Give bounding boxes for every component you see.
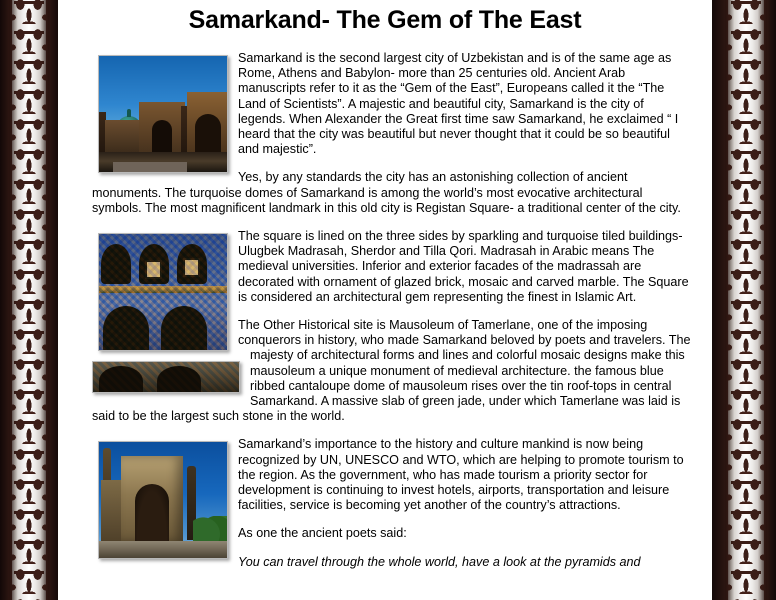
left-ornament-band [9, 0, 49, 600]
arabesque-motif [9, 354, 49, 384]
arabesque-motif [9, 174, 49, 204]
right-border-inner-edge [767, 0, 776, 600]
right-ornament-motifs [725, 0, 767, 600]
image-ulugbek-madrasah-facade [98, 441, 228, 559]
arabesque-motif [725, 504, 767, 534]
arabesque-motif [725, 444, 767, 474]
paragraph-5: Samarkand’s importance to the history and culture mankind is now being recognized by UN, UNESCO and WTO, which are helping to promote tourism to the region. As the government, who has made tourism a priority sector for development is continuing to invest hotels, airports, transportation and leisure facilities, service is becoming yet another of the country’s attractions. [238, 437, 684, 513]
strip-photo-canvas [93, 362, 239, 392]
arabesque-motif [9, 474, 49, 504]
arabesque-motif [9, 54, 49, 84]
poet-quote: You can travel through the whole world, have a look at the pyramids and [238, 554, 641, 569]
arabesque-motif [725, 534, 767, 564]
arabesque-motif [725, 564, 767, 594]
arabesque-motif [9, 504, 49, 534]
arabesque-motif [725, 264, 767, 294]
arabesque-motif [9, 444, 49, 474]
left-ornament-motifs [9, 0, 49, 600]
arabesque-motif [9, 324, 49, 354]
madrasah-main-portal [121, 456, 183, 542]
page-title: Samarkand- The Gem of The East [188, 6, 582, 34]
arabesque-motif [9, 294, 49, 324]
arabesque-motif [725, 594, 767, 600]
arabesque-motif [9, 84, 49, 114]
arabesque-motif [725, 204, 767, 234]
arabesque-motif [725, 324, 767, 354]
right-ornamental-border [712, 0, 776, 600]
arabesque-motif [725, 24, 767, 54]
arabesque-motif [9, 0, 49, 24]
right-border-outer-edge [712, 0, 725, 600]
right-ornament-band [725, 0, 767, 600]
image-registan-square-at-dusk [98, 55, 228, 173]
ground-layer [99, 541, 227, 558]
arabesque-motif [725, 54, 767, 84]
article-body [58, 51, 712, 583]
paragraph-6: As one the ancient poets said: [238, 526, 407, 541]
paragraph-4: The Other Historical site is Mausoleum of Tamerlane, one of the imposing conquerors in history, who made Samarkand beloved by poets and travelers. The majesty of architectural forms and lines and colorful mosaic designs make this mausoleum a unique monument of medieval architecture. the famous blue ribbed cantaloupe dome of mausoleum rises over the tin roof-tops in central Samarkand. A massive slab of green jade, under which Tamerlane was laid is said to be the largest such stone in the world. [92, 318, 691, 424]
arabesque-motif [725, 234, 767, 264]
arabesque-motif [9, 594, 49, 600]
arabesque-motif [9, 144, 49, 174]
madrasah-center [139, 102, 185, 154]
paragraph-1: Samarkand is the second largest city of Uzbekistan and is of the same age as Rome, Athens and Babylon- more than 25 centuries old. Ancient Arab manuscripts refer to it as the “Gem of the East”, Europeans called it the “The Land of Scientists”. A majestic and beautiful city, Samarkand is the city of legends. When Alexander the Great first time saw Samarkand, he exclaimed “ I heard that the city was beautiful but never thought that it could be so beautiful and majestic”. [238, 51, 679, 157]
strip-mosaic-overlay [93, 362, 239, 392]
plaza-layer [113, 162, 187, 172]
arabesque-motif [9, 264, 49, 294]
arches-photo-canvas [99, 234, 227, 350]
arabesque-motif [725, 294, 767, 324]
arabesque-motif [725, 174, 767, 204]
arabesque-motif [9, 414, 49, 444]
left-ornamental-border [0, 0, 58, 600]
tree-cluster [193, 516, 227, 542]
arabesque-motif [9, 234, 49, 264]
mosaic-tile-overlay [99, 234, 227, 350]
ulugbek-photo-canvas [99, 442, 227, 558]
content-column [58, 0, 712, 600]
madrasah-right [187, 92, 227, 154]
arabesque-motif [9, 114, 49, 144]
paragraph-2: Yes, by any standards the city has an astonishing collection of ancient monuments. The turquoise domes of Samarkand is among the world’s most evocative architectural symbols. The most magnificent landmark in this old city is Registan Square- a traditional center of the city. [92, 170, 681, 215]
left-border-outer-edge [0, 0, 9, 600]
arabesque-motif [9, 564, 49, 594]
arabesque-motif [9, 204, 49, 234]
paragraph-3: The square is lined on the three sides by sparkling and turquoise tiled buildings- Ulugbek Madrasah, Sherdor and Tilla Qori. Madrasah in Arabic means The medieval universities. Inferior and exterior facades of the madrassah are decorated with ornament of glazed brick, mosaic and carved marble. The Square is considered an architectural gem representing the finest in Islamic Art. [238, 229, 689, 304]
left-border-inner-edge [49, 0, 58, 600]
image-mausoleum-arch-strip [92, 361, 240, 393]
registan-photo-canvas [99, 56, 227, 172]
arabesque-motif [725, 474, 767, 504]
arabesque-motif [725, 84, 767, 114]
arabesque-motif [725, 384, 767, 414]
arabesque-motif [725, 354, 767, 384]
arabesque-motif [9, 24, 49, 54]
arabesque-motif [725, 414, 767, 444]
image-madrasah-tiled-arches [98, 233, 228, 351]
arabesque-motif [725, 144, 767, 174]
arabesque-motif [725, 0, 767, 24]
arabesque-motif [9, 384, 49, 414]
arabesque-motif [9, 534, 49, 564]
arabesque-motif [725, 114, 767, 144]
